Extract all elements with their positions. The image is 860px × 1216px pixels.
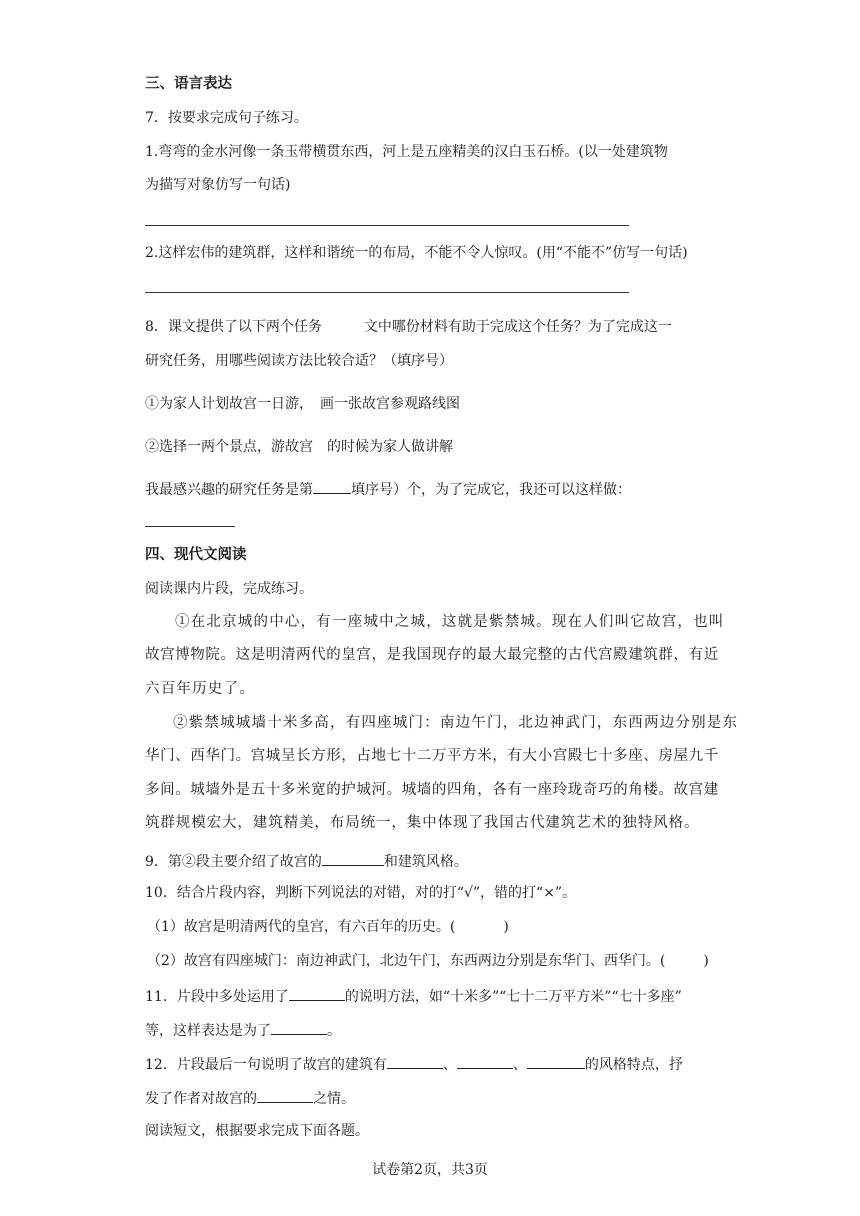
q10-2-paren-close: ) [703,953,709,969]
q10-2-text: （2）故宫有四座城门：南边神武门，北边午门，东西两边分别是东华门、西华门。( [147,953,666,969]
question-7-1-line-1: 1.弯弯的金水河像一条玉带横贯东西，河上是五座精美的汉白玉石桥。(以一处建筑物 [145,144,668,160]
interest-prefix: 我最感兴趣的研究任务是第 [145,482,313,498]
blank-q12-4[interactable] [257,1087,313,1103]
blank-q12-3[interactable] [527,1053,585,1069]
blank-q11-method[interactable] [289,985,345,1001]
question-11-line-2 [145,1019,341,1041]
task-1: ①为家人计划故宫一日游， 画一张故宫参观路线图 [145,396,460,412]
q9-prefix: 9．第②段主要介绍了故宫的 [145,854,322,870]
question-9 [145,850,468,872]
q12-prefix: 12．片段最后一句说明了故宫的建筑有 [145,1057,387,1073]
q11-prefix: 11．片段中多处运用了 [145,989,289,1005]
question-8-line-2: 研究任务，用哪些阅读方法比较合适？（填序号） [145,353,453,369]
task-2: ②选择一两个景点，游故宫 的时候为家人做讲解 [145,439,453,455]
question-12-line-2 [145,1087,355,1109]
question-10-2 [147,951,709,971]
question-8-line-1: 8．课文提供了以下两个任务 文中哪份材料有助于完成这个任务？为了完成这一 [145,319,672,335]
blank-q12-2[interactable] [457,1053,513,1069]
passage-p1-line-2: 故宫博物院。这是明清两代的皇宫，是我国现存的最大最完整的古代宫殿建筑群，有近 [145,647,719,663]
passage-p2-line-1: ②紫禁城城墙十米多高，有四座城门：南边午门，北边神武门，东西两边分别是东 [173,715,739,731]
q10-1-paren-close: ) [503,919,509,935]
q9-suffix: 和建筑风格。 [383,854,468,870]
blank-task-number[interactable] [313,478,351,494]
q12-line2-suffix: 之情。 [313,1091,355,1107]
q12-sep-1: 、 [442,1057,457,1073]
section-4-title: 四、现代文阅读 [145,547,247,563]
question-7: 7．按要求完成句子练习。 [145,110,308,126]
passage-p2-line-2: 华门、西华门。宫城呈长方形，占地七十二万平方米，有大小宫殿七十多座、房屋九千 [145,748,719,764]
q12-line2-prefix: 发了作者对故宫的 [145,1091,257,1107]
passage-p1-line-3: 六百年历史了。 [145,681,255,697]
question-7-1-line-2: 为描写对象仿写一句话) [145,177,291,193]
question-12-line-1 [145,1053,683,1075]
interest-suffix: 填序号）个，为了完成它，我还可以这样做： [351,482,631,498]
reading-closing: 阅读短文，根据要求完成下面各题。 [145,1123,369,1139]
q12-suffix: 的风格特点，抒 [584,1057,683,1073]
q10-1-text: （1）故宫是明清两代的皇宫，有六百年的历史。( [147,919,456,935]
q11-suffix: 的说明方法，如“十米多”“七十二万平方米”“七十多座” [344,989,682,1005]
passage-p2-line-4: 筑群规模宏大，建筑精美，布局统一，集中体现了我国古代建筑艺术的独特风格。 [145,815,700,831]
q11-line2-suffix: 。 [327,1023,341,1039]
question-11-line-1 [145,985,682,1007]
passage-p1-line-1: ①在北京城的中心，有一座城中之城，这就是紫禁城。现在人们叫它故宫，也叫 [175,614,725,630]
q11-line2-prefix: 等，这样表达是为了 [145,1023,271,1039]
answer-line-7-1[interactable] [145,225,629,226]
q12-sep-2: 、 [512,1057,527,1073]
interest-question [145,478,631,500]
answer-line-8[interactable] [145,526,235,527]
question-10-1 [147,917,509,937]
question-10: 10．结合片段内容，判断下列说法的对错，对的打“√”，错的打“×”。 [145,885,577,901]
blank-q12-1[interactable] [387,1053,443,1069]
answer-line-7-2[interactable] [145,292,629,293]
page-footer: 试卷第2页，共3页 [372,1162,488,1178]
blank-q11-purpose[interactable] [271,1019,327,1035]
section-3-title: 三、语言表达 [145,76,232,92]
blank-q9[interactable] [322,850,384,866]
question-7-2: 2.这样宏伟的建筑群，这样和谐统一的布局，不能不令人惊叹。(用“不能不”仿写一句话) [145,245,688,261]
reading-intro: 阅读课内片段，完成练习。 [145,581,313,597]
passage-p2-line-3: 多间。城墙外是五十多米宽的护城河。城墙的四角，各有一座玲珑奇巧的角楼。故宫建 [145,782,719,798]
